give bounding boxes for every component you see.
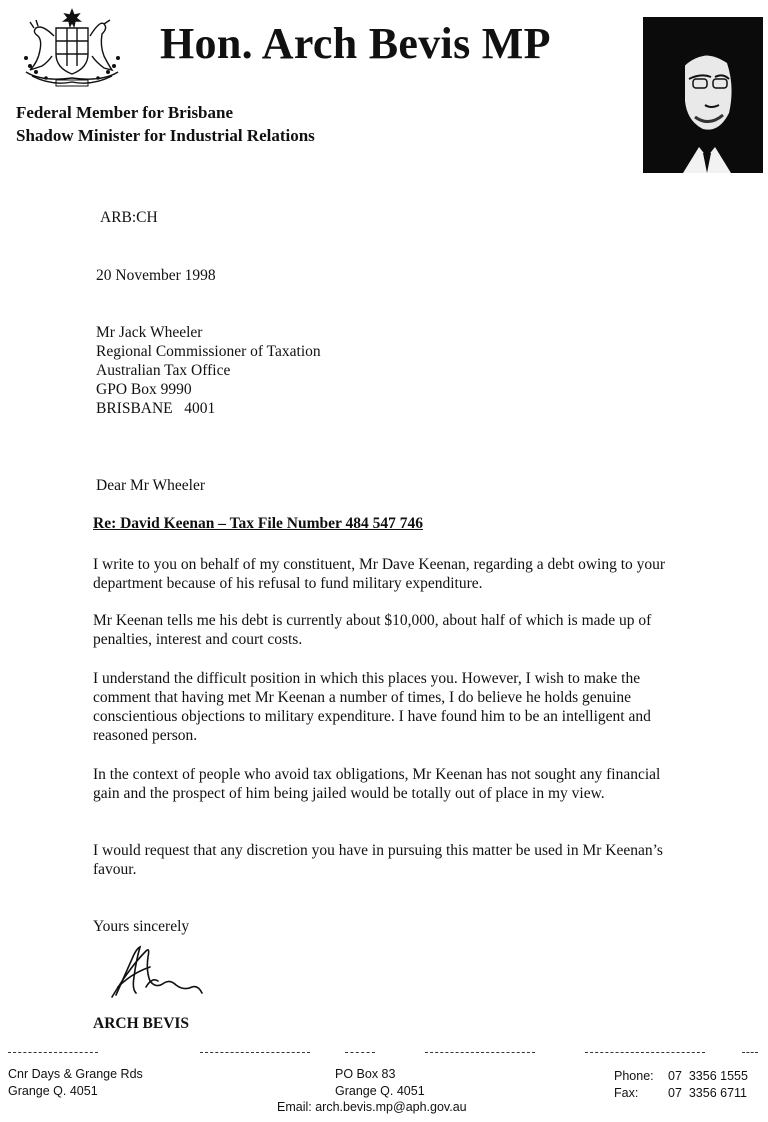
- recipient-organisation: Australian Tax Office: [96, 362, 231, 379]
- phone-number: 07 3356 1555: [668, 1069, 748, 1083]
- footer-divider: [8, 1052, 98, 1053]
- signatory-name: ARCH BEVIS: [93, 1015, 190, 1032]
- footer-divider: [425, 1052, 535, 1053]
- phone-label: Phone:: [614, 1069, 654, 1083]
- portrait-photo: [643, 17, 763, 173]
- coat-of-arms-icon: [12, 6, 132, 88]
- letter-date: 20 November 1998: [96, 267, 216, 284]
- salutation: Dear Mr Wheeler: [96, 477, 206, 494]
- recipient-po-box: GPO Box 9990: [96, 381, 192, 398]
- reference-code: ARB:CH: [100, 209, 158, 226]
- handwritten-signature: [106, 937, 206, 1003]
- recipient-city: BRISBANE 4001: [96, 400, 216, 417]
- office-suburb: Grange Q. 4051: [8, 1084, 98, 1098]
- footer-divider: [742, 1052, 758, 1053]
- postal-suburb: Grange Q. 4051: [335, 1084, 425, 1098]
- footer-divider: [345, 1052, 375, 1053]
- letterhead-role-line2: Shadow Minister for Industrial Relations: [16, 126, 315, 145]
- fax-number: 07 3356 6711: [668, 1086, 748, 1100]
- office-address: [8, 1066, 143, 1100]
- subject-line: Re: David Keenan – Tax File Number 484 547 746: [93, 515, 423, 532]
- paragraph: Mr Keenan tells me his debt is currently about $10,000, about half of which is made up of penalties, interest and court costs.: [93, 612, 652, 648]
- recipient-title: Regional Commissioner of Taxation: [96, 343, 321, 360]
- email-address: Email: arch.bevis.mp@aph.gov.au: [277, 1100, 467, 1114]
- paragraph: I write to you on behalf of my constituent, Mr Dave Keenan, regarding a debt owing to your department because of his refusal to fund military expenditure.: [93, 556, 666, 592]
- paragraph: I would request that any discretion you have in pursuing this matter be used in Mr Keenan’s favour.: [93, 842, 663, 878]
- recipient-address: [96, 323, 321, 418]
- recipient-name: Mr Jack Wheeler: [96, 324, 203, 341]
- postal-address: [335, 1066, 425, 1100]
- paragraph: In the context of people who avoid tax obligations, Mr Keenan has not sought any financial gain and the prospect of him being jailed would be totally out of place in my view.: [93, 766, 661, 802]
- closing: Yours sincerely: [93, 918, 190, 935]
- footer-divider: [200, 1052, 310, 1053]
- letterhead-name: Hon. Arch Bevis MP: [160, 19, 551, 68]
- postal-box: PO Box 83: [335, 1067, 396, 1081]
- fax-label: Fax:: [614, 1086, 639, 1100]
- footer-divider: [585, 1052, 705, 1053]
- contact-numbers: [614, 1068, 748, 1102]
- letterhead-role-line1: Federal Member for Brisbane: [16, 103, 234, 122]
- paragraph: I understand the difficult position in which this places you. However, I wish to make the comment that having met Mr Keenan a number of times, I do believe he holds genuine conscientious objections to military expenditure. I have found him to be an intelligent and reasoned person.: [93, 670, 651, 744]
- office-street: Cnr Days & Grange Rds: [8, 1067, 143, 1081]
